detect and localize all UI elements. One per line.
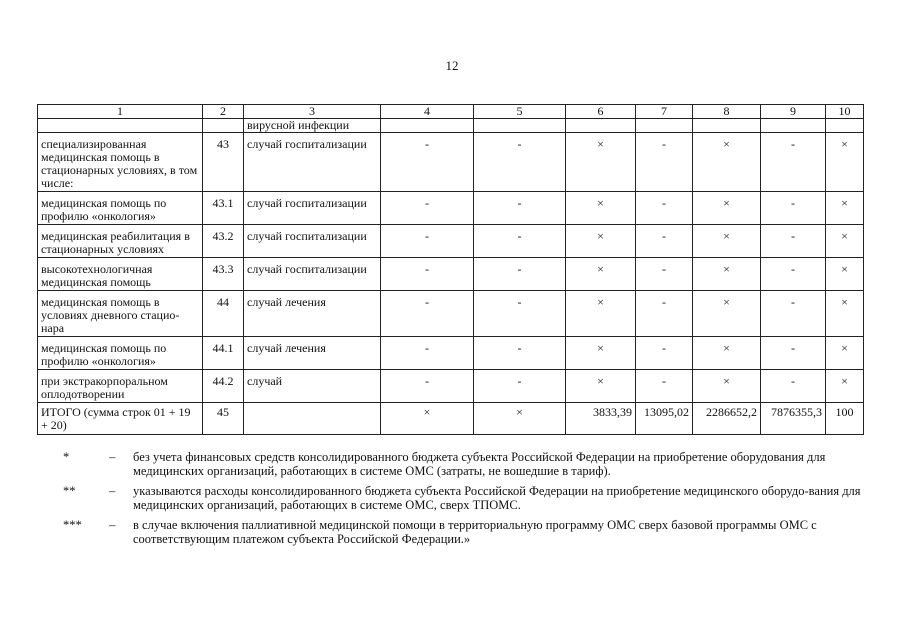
table-row xyxy=(38,192,864,225)
header-cell: 4 xyxy=(381,105,474,119)
cell-name: медицинская реабилитация в стационарных условиях xyxy=(38,225,203,258)
page-number: 12 xyxy=(445,58,459,73)
cell-num: 43.1 xyxy=(203,192,244,225)
cell-num: 43.3 xyxy=(203,258,244,291)
cell-c8: × xyxy=(693,133,761,192)
cell-c8: × xyxy=(693,370,761,403)
cell-unit: случай госпитализации xyxy=(244,225,381,258)
cell-c10: × xyxy=(826,258,864,291)
cell-num: 44.1 xyxy=(203,337,244,370)
cell-unit: случай госпитализации xyxy=(244,192,381,225)
cell-c9: - xyxy=(761,370,826,403)
header-cell: 8 xyxy=(693,105,761,119)
cell-c7: - xyxy=(636,192,693,225)
cell-c9: - xyxy=(761,192,826,225)
cell-c9: 7876355,3 xyxy=(761,403,826,435)
cell-c10: × xyxy=(826,370,864,403)
cell-c5: - xyxy=(474,133,566,192)
cell-c10: × xyxy=(826,133,864,192)
header-cell: 7 xyxy=(636,105,693,119)
cell-num xyxy=(203,119,244,133)
cell-c6: × xyxy=(566,258,636,291)
header-cell: 10 xyxy=(826,105,864,119)
cell-c8: 2286652,2 xyxy=(693,403,761,435)
footnote xyxy=(63,450,863,478)
cell-name: при экстракорпоральном оплодотворении xyxy=(38,370,203,403)
footnote-mark: *** xyxy=(63,518,82,532)
cell-c8: × xyxy=(693,258,761,291)
footnote-text: в случае включения паллиативной медицинской помощи в территориальную программу ОМС сверх базовой программы ОМС с соответствующим платежом субъекта Российской Федерации.» xyxy=(133,518,817,546)
header-cell: 5 xyxy=(474,105,566,119)
cell-c8: × xyxy=(693,192,761,225)
cell-name: медицинская помощь в условиях дневного стацио-нара xyxy=(38,291,203,337)
header-cell: 2 xyxy=(203,105,244,119)
cell-name: медицинская помощь по профилю «онкология» xyxy=(38,337,203,370)
table-row xyxy=(38,291,864,337)
table-row xyxy=(38,258,864,291)
cell-unit: случай госпитализации xyxy=(244,133,381,192)
cell-c4: - xyxy=(381,225,474,258)
cell-num: 44.2 xyxy=(203,370,244,403)
footnote-mark: ** xyxy=(63,484,76,498)
cell-c7: - xyxy=(636,133,693,192)
cell-c6: 3833,39 xyxy=(566,403,636,435)
cell-c4: - xyxy=(381,370,474,403)
footnote-dash: – xyxy=(109,518,116,532)
cell-c6: × xyxy=(566,337,636,370)
cell-num: 44 xyxy=(203,291,244,337)
cell-c10: × xyxy=(826,291,864,337)
cell-c10: 100 xyxy=(826,403,864,435)
footnote-text: указываются расходы консолидированного бюджета субъекта Российской Федерации на приобретение медицинского оборудо-вания для медицинских организаций, работающих в системе ОМС, сверх ТПОМС. xyxy=(133,484,861,512)
cell-c8: × xyxy=(693,291,761,337)
cell-num: 43 xyxy=(203,133,244,192)
cell-name: высокотехнологичная медицинская помощь xyxy=(38,258,203,291)
cell-c7: - xyxy=(636,370,693,403)
continuation-text: вирусной инфекции xyxy=(244,119,381,133)
cell-c7: 13095,02 xyxy=(636,403,693,435)
cell-c4: × xyxy=(381,403,474,435)
cell-c4: - xyxy=(381,192,474,225)
cell-c6: × xyxy=(566,291,636,337)
cell-c5: - xyxy=(474,225,566,258)
cell-c5: - xyxy=(474,370,566,403)
cell-c4: - xyxy=(381,258,474,291)
footnote-dash: – xyxy=(109,484,116,498)
cell-unit: случай xyxy=(244,370,381,403)
table-row-continuation xyxy=(38,119,864,133)
footnote xyxy=(63,518,863,546)
cell-c5: - xyxy=(474,337,566,370)
cell-unit xyxy=(244,403,381,435)
cell-c6: × xyxy=(566,133,636,192)
cell-c6: × xyxy=(566,225,636,258)
cell-c7: - xyxy=(636,337,693,370)
footnotes xyxy=(63,450,863,552)
cell-c10: × xyxy=(826,337,864,370)
data-table xyxy=(37,104,864,435)
cell-unit: случай лечения xyxy=(244,291,381,337)
cell-name: специализированная медицинская помощь в стационарных условиях, в том числе: xyxy=(38,133,203,192)
cell-c7: - xyxy=(636,291,693,337)
table-row xyxy=(38,337,864,370)
header-cell: 1 xyxy=(38,105,203,119)
cell-c6: × xyxy=(566,192,636,225)
cell-c4: - xyxy=(381,337,474,370)
cell-c4: - xyxy=(381,291,474,337)
cell-c9: - xyxy=(761,133,826,192)
footnote-mark: * xyxy=(63,450,70,464)
cell-c9: - xyxy=(761,225,826,258)
table-row xyxy=(38,370,864,403)
cell-num: 45 xyxy=(203,403,244,435)
cell-c5: - xyxy=(474,192,566,225)
cell-c5: - xyxy=(474,291,566,337)
table-row-total xyxy=(38,403,864,435)
cell-c5: - xyxy=(474,258,566,291)
footnote-text: без учета финансовых средств консолидированного бюджета субъекта Российской Федерации на приобретение оборудования для медицинских организаций, работающих в системе ОМС (затраты, не вошедшие в тариф). xyxy=(133,450,826,478)
cell-unit: случай госпитализации xyxy=(244,258,381,291)
cell-name xyxy=(38,119,203,133)
table-row xyxy=(38,133,864,192)
cell-c9: - xyxy=(761,258,826,291)
cell-num: 43.2 xyxy=(203,225,244,258)
cell-unit: случай лечения xyxy=(244,337,381,370)
header-cell: 6 xyxy=(566,105,636,119)
table-row xyxy=(38,225,864,258)
cell-c4: - xyxy=(381,133,474,192)
cell-c10: × xyxy=(826,225,864,258)
cell-c7: - xyxy=(636,258,693,291)
footnote xyxy=(63,484,863,512)
cell-c6: × xyxy=(566,370,636,403)
header-cell: 3 xyxy=(244,105,381,119)
cell-c5: × xyxy=(474,403,566,435)
cell-name: медицинская помощь по профилю «онкология» xyxy=(38,192,203,225)
cell-c9: - xyxy=(761,337,826,370)
footnote-dash: – xyxy=(109,450,116,464)
cell-c9: - xyxy=(761,291,826,337)
cell-c8: × xyxy=(693,225,761,258)
cell-c7: - xyxy=(636,225,693,258)
table-header-row xyxy=(38,105,864,119)
cell-name: ИТОГО (сумма строк 01 + 19 + 20) xyxy=(38,403,203,435)
cell-c10: × xyxy=(826,192,864,225)
cell-c8: × xyxy=(693,337,761,370)
header-cell: 9 xyxy=(761,105,826,119)
